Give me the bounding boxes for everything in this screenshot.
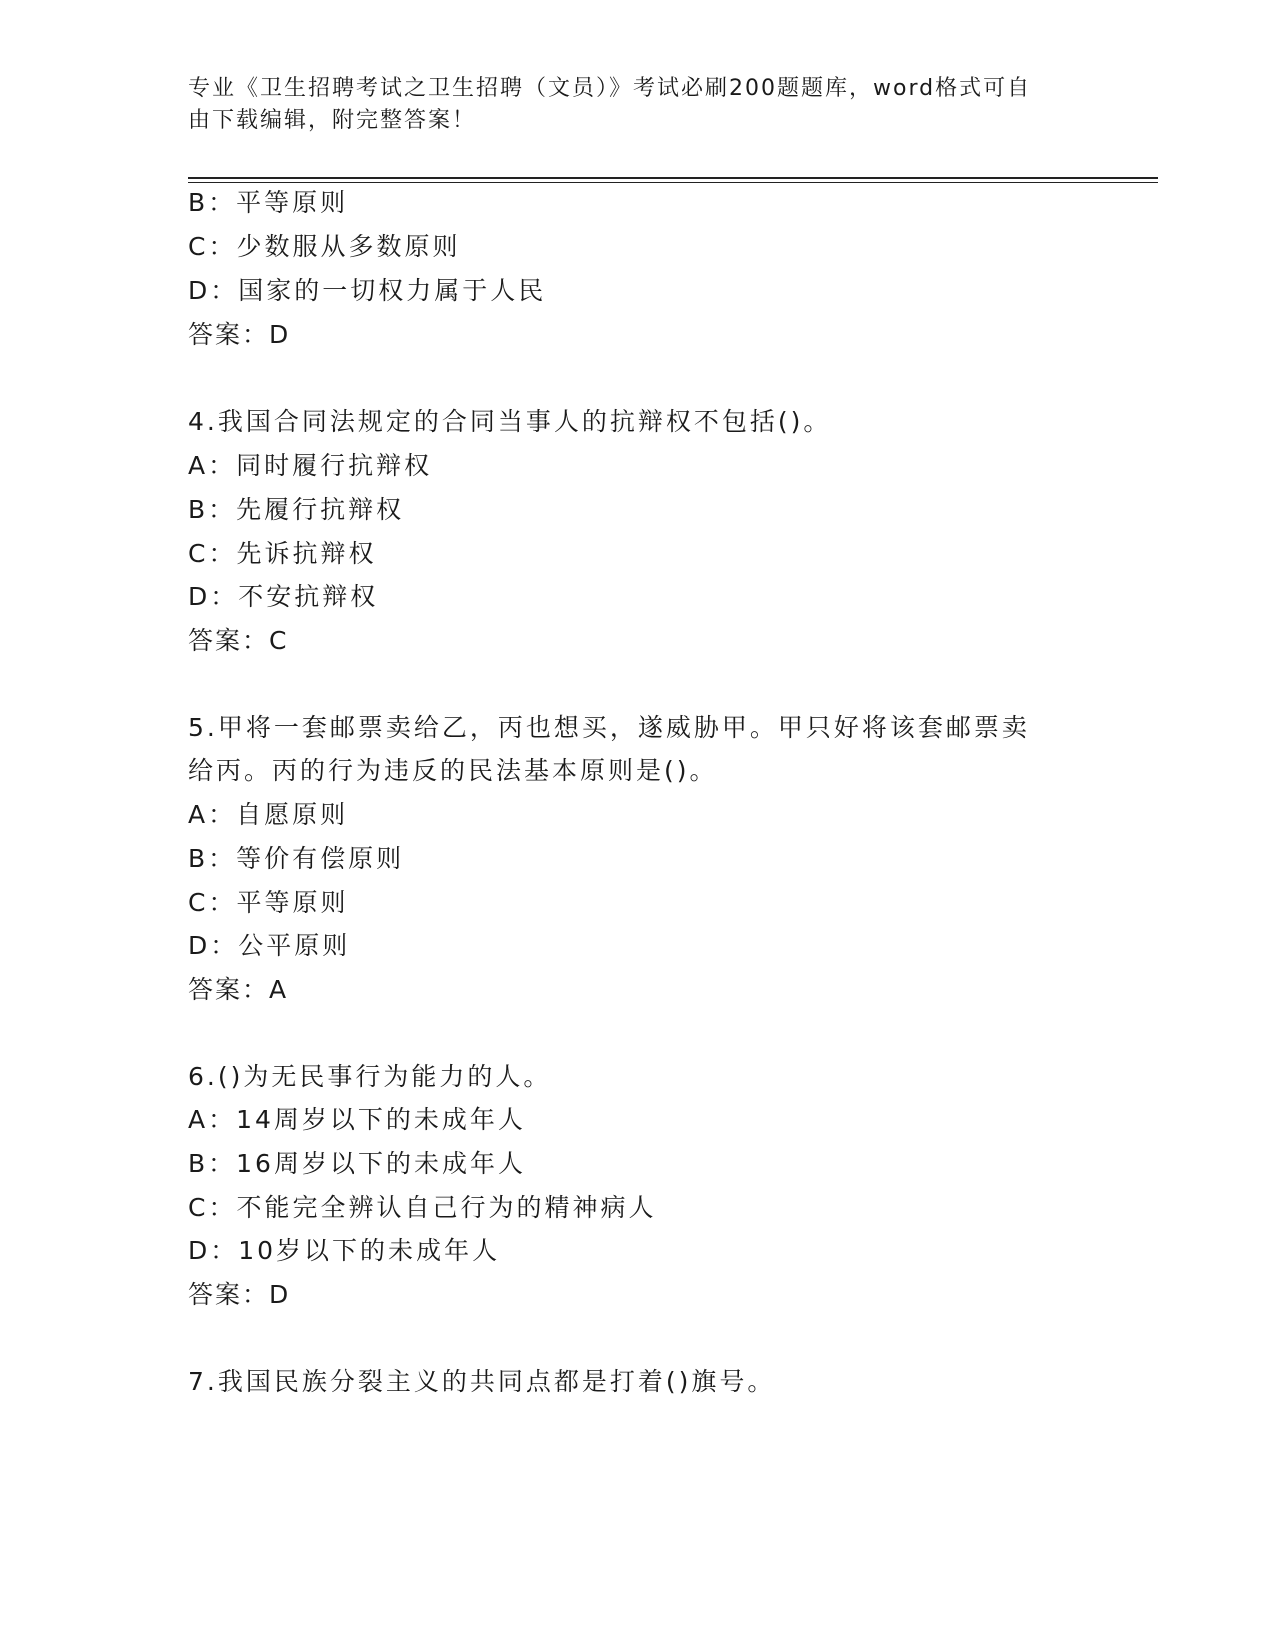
q6-answer: 答案：D bbox=[188, 1280, 291, 1309]
q3-option-d: D：国家的一切权力属于人民 bbox=[188, 276, 547, 305]
header-rule-thin bbox=[188, 182, 1158, 183]
q5-option-a: A：自愿原则 bbox=[188, 800, 349, 829]
q6-option-b: B：16周岁以下的未成年人 bbox=[188, 1149, 526, 1178]
q3-answer: 答案：D bbox=[188, 320, 291, 349]
q6-option-c: C：不能完全辨认自己行为的精神病人 bbox=[188, 1193, 657, 1222]
q3-option-c: C：少数服从多数原则 bbox=[188, 232, 461, 261]
q4-option-d: D：不安抗辩权 bbox=[188, 582, 379, 611]
q5-option-c: C：平等原则 bbox=[188, 888, 349, 917]
q6-stem: 6.()为无民事行为能力的人。 bbox=[188, 1062, 552, 1091]
q5-stem-line-2: 给丙。丙的行为违反的民法基本原则是()。 bbox=[188, 756, 718, 785]
q4-option-a: A：同时履行抗辩权 bbox=[188, 451, 433, 480]
q4-stem: 4.我国合同法规定的合同当事人的抗辩权不包括()。 bbox=[188, 407, 832, 436]
q6-option-d: D：10岁以下的未成年人 bbox=[188, 1236, 501, 1265]
q4-option-b: B：先履行抗辩权 bbox=[188, 495, 405, 524]
q7-stem: 7.我国民族分裂主义的共同点都是打着()旗号。 bbox=[188, 1367, 776, 1396]
q3-option-b: B：平等原则 bbox=[188, 188, 349, 217]
q4-option-c: C：先诉抗辩权 bbox=[188, 539, 377, 568]
q5-stem-line-1: 5.甲将一套邮票卖给乙，丙也想买，遂威胁甲。甲只好将该套邮票卖 bbox=[188, 713, 1030, 742]
header-line-2: 由下载编辑，附完整答案！ bbox=[188, 108, 477, 133]
header-rule-thick bbox=[188, 177, 1158, 179]
q6-option-a: A：14周岁以下的未成年人 bbox=[188, 1105, 526, 1134]
header-line-1: 专业《卫生招聘考试之卫生招聘（文员）》考试必刷200题题库，word格式可自 bbox=[188, 76, 1032, 101]
q4-answer: 答案：C bbox=[188, 626, 289, 655]
q5-option-b: B：等价有偿原则 bbox=[188, 844, 405, 873]
q5-answer: 答案：A bbox=[188, 975, 289, 1004]
q5-option-d: D：公平原则 bbox=[188, 931, 351, 960]
document-header bbox=[188, 73, 1088, 137]
